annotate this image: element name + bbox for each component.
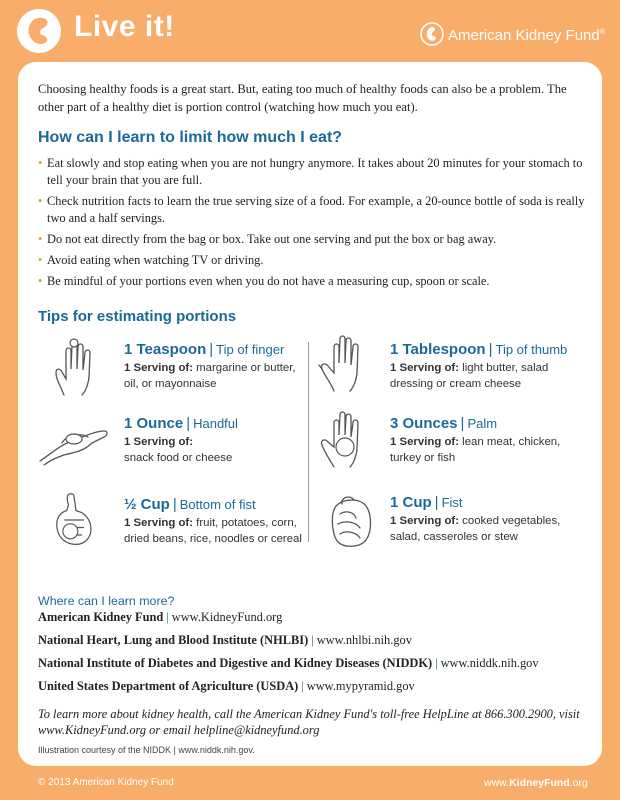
tip-measure: Handful	[193, 416, 238, 431]
tip-measure: Bottom of fist	[179, 497, 256, 512]
org-name-text: American Kidney Fund	[448, 27, 600, 44]
tip-heading: 1 Cup | Fist	[390, 494, 463, 511]
tip-heading: 1 Ounce | Handful	[124, 415, 238, 432]
tip-serving	[390, 434, 568, 466]
tip-serving	[124, 360, 302, 392]
tip-serving	[390, 513, 568, 545]
resource-link[interactable]: www.mypyramid.gov	[306, 679, 415, 693]
tip-measure: Fist	[441, 495, 463, 510]
tips-list	[38, 155, 588, 294]
resource-name: American Kidney Fund	[38, 610, 164, 624]
tip-serving-label: 1 Serving of:	[390, 362, 459, 374]
list-item: • Avoid eating when watching TV or driving.	[38, 252, 588, 269]
resources-heading: Where can I learn more?	[38, 594, 175, 608]
tip-amount: ½ Cup	[124, 496, 170, 513]
section-heading-limit: How can I learn to limit how much I eat?	[38, 129, 343, 146]
list-item: • Be mindful of your portions even when you do not have a measuring cup, spoon or scale.	[38, 273, 588, 290]
resource-link[interactable]: www.nhlbi.nih.gov	[316, 633, 412, 647]
footer-url-brand: KidneyFund	[509, 777, 570, 789]
tip-heading: 1 Tablespoon | Tip of thumb	[390, 341, 568, 358]
thumb-tip-hand-icon	[310, 333, 382, 393]
tip-serving-text: snack food or cheese	[124, 452, 233, 464]
intro-paragraph: Choosing healthy foods is a great start. But, eating too much of healthy foods can also be a problem. The other part of a healthy diet is portion control (watching how much you eat).	[38, 82, 567, 114]
tip-serving-text: cooked vegetables, salad, casseroles or stew	[390, 515, 561, 543]
tip-amount: 3 Ounces	[390, 415, 458, 432]
header-banner	[0, 0, 620, 62]
footer-url-suffix: .org	[569, 777, 588, 789]
tip-serving-label: 1 Serving of:	[390, 515, 459, 527]
resource-link[interactable]: www.niddk.nih.gov	[440, 656, 539, 670]
fist-icon	[316, 492, 388, 552]
resource-item: United States Department of Agriculture (USDA) | www.mypyramid.gov	[38, 679, 415, 693]
footer-url-prefix: www.	[484, 777, 510, 789]
tip-serving-text: lean meat, chicken, turkey or fish	[390, 436, 561, 464]
tip-measure: Tip of thumb	[495, 342, 568, 357]
illustration-credit: Illustration courtesy of the NIDDK | www.niddk.nih.gov.	[38, 745, 255, 755]
section-heading-portions: Tips for estimating portions	[38, 308, 237, 325]
fingertip-hand-icon	[42, 337, 114, 397]
org-logo-icon	[420, 22, 444, 46]
tip-serving	[124, 515, 302, 547]
thumbs-up-fist-icon	[40, 490, 112, 550]
tip-heading: ½ Cup | Bottom of fist	[124, 496, 256, 513]
resource-item: American Kidney Fund | www.KidneyFund.org	[38, 610, 283, 624]
org-name	[448, 27, 605, 44]
handful-icon	[38, 413, 110, 473]
tip-heading: 1 Teaspoon | Tip of finger	[124, 341, 285, 358]
list-item: • Do not eat directly from the bag or box. Take out one serving and put the box or bag away.	[38, 231, 588, 248]
palm-icon	[310, 409, 382, 469]
list-item: • Check nutrition facts to learn the true serving size of a food. For example, a 20-ounce bottle of soda is really two and a half servings.	[38, 193, 588, 227]
tip-serving-label: 1 Serving of:	[124, 517, 193, 529]
tip-serving-label: 1 Serving of:	[124, 362, 193, 374]
tip-serving	[124, 434, 302, 466]
org-registered-mark: ®	[599, 29, 605, 36]
tip-measure: Tip of finger	[216, 342, 285, 357]
tip-amount: 1 Teaspoon	[124, 341, 207, 358]
tip-heading: 3 Ounces | Palm	[390, 415, 498, 432]
tip-serving-text: margarine or butter, oil, or mayonnaise	[124, 362, 296, 390]
resource-name: United States Department of Agriculture (USDA)	[38, 679, 299, 693]
resource-item: National Heart, Lung and Blood Institute (NHLBI) | www.nhlbi.nih.gov	[38, 633, 412, 647]
tip-serving-label: 1 Serving of:	[124, 436, 193, 448]
resource-item: National Institute of Diabetes and Digestive and Kidney Diseases (NIDDK) | www.niddk.nih.gov	[38, 656, 539, 670]
tip-measure: Palm	[467, 416, 498, 431]
tip-serving-text: fruit, potatoes, corn, dried beans, rice, noodles or cereal	[124, 517, 302, 545]
tip-amount: 1 Tablespoon	[390, 341, 486, 358]
resource-name: National Heart, Lung and Blood Institute (NHLBI)	[38, 633, 309, 647]
tip-serving-text: light butter, salad dressing or cream cheese	[390, 362, 549, 390]
tip-amount: 1 Ounce	[124, 415, 184, 432]
copyright: © 2013 American Kidney Fund	[38, 777, 174, 788]
helpline-note: To learn more about kidney health, call the American Kidney Fund's toll-free HelpLine at 866.300.2900, visit www.KidneyFund.org or email helpline@kidneyfund.org	[38, 707, 580, 737]
resource-link[interactable]: www.KidneyFund.org	[171, 610, 283, 624]
tip-serving-label: 1 Serving of:	[390, 436, 459, 448]
tip-serving	[390, 360, 568, 392]
resource-name: National Institute of Diabetes and Digestive and Kidney Diseases (NIDDK)	[38, 656, 433, 670]
list-item: • Eat slowly and stop eating when you are not hungry anymore. It takes about 20 minutes for your stomach to tell your brain that you are full.	[38, 155, 588, 189]
column-divider	[308, 342, 309, 542]
page-title: Live it!	[74, 10, 175, 43]
kidney-logo-icon	[17, 9, 61, 53]
tip-amount: 1 Cup	[390, 494, 432, 511]
footer-url[interactable]	[484, 777, 588, 789]
